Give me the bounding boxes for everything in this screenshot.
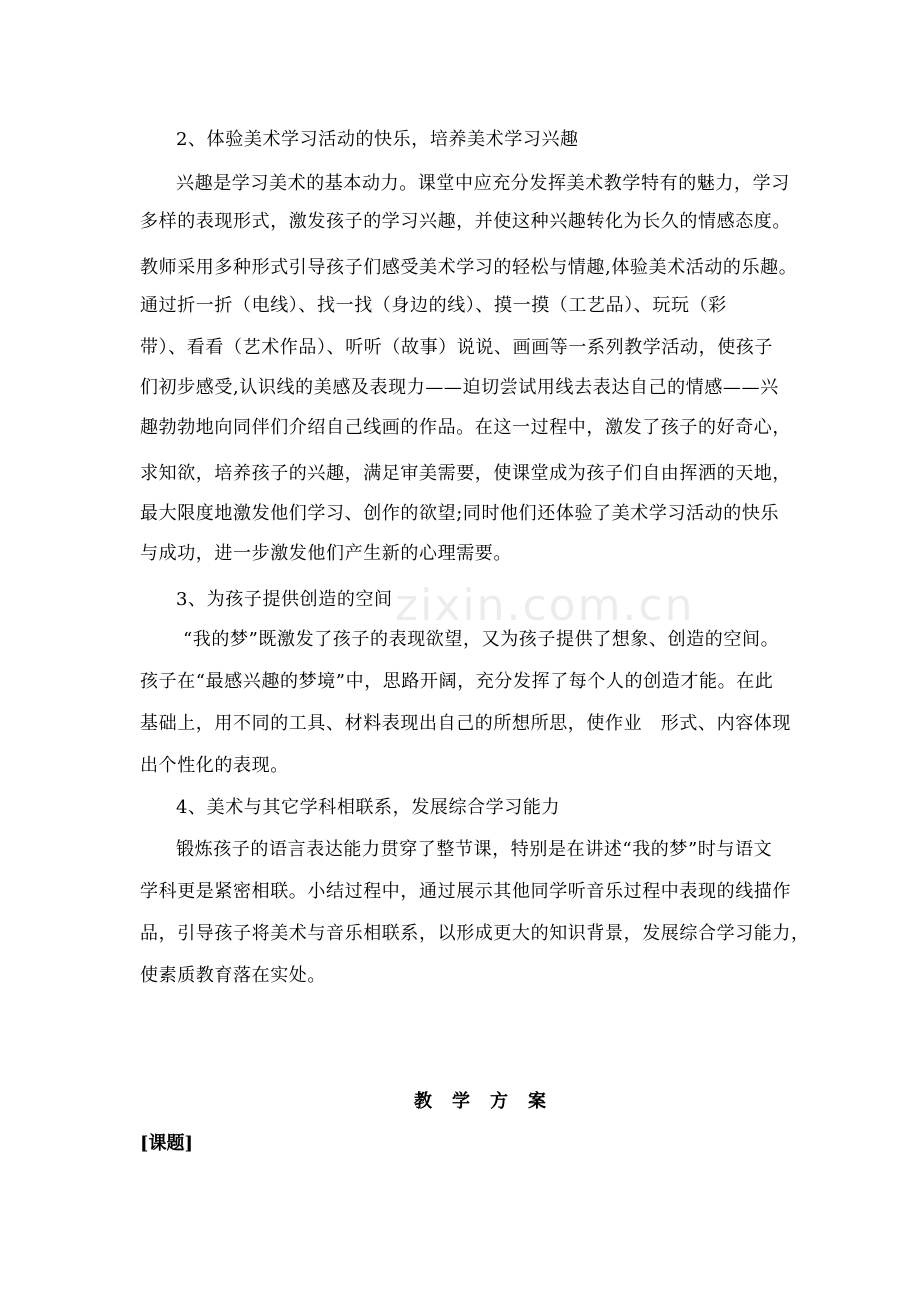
paragraph-line: “我的梦”既激发了孩子的表现欲望，又为孩子提供了想象、创造的空间。 <box>183 629 780 650</box>
paragraph-line: 兴趣是学习美术的基本动力。课堂中应充分发挥美术教学特有的魅力，学习 <box>176 173 790 194</box>
subject-label: [课题] <box>140 1133 194 1154</box>
paragraph-line: 基础上，用不同的工具、材料表现出自己的所想所思，使作业 形式、内容体现 <box>140 713 791 734</box>
paragraph-line: 最大限度地激发他们学习、创作的欲望;同时他们还体验了美术学习活动的快乐 <box>140 503 780 524</box>
section-title: 教学方案 <box>414 1091 566 1112</box>
paragraph-line: 孩子在“最感兴趣的梦境”中，思路开阔，充分发挥了每个人的创造才能。在此 <box>140 671 774 692</box>
paragraph-line: 求知欲，培养孩子的兴趣，满足审美需要，使课堂成为孩子们自由挥洒的天地， <box>140 463 791 484</box>
paragraph-line: 品，引导孩子将美术与音乐相联系，以形成更大的知识背景，发展综合学习能力， <box>140 923 810 944</box>
paragraph-line: 带）、看看（艺术作品）、听听（故事）说说、画画等一系列教学活动，使孩子 <box>140 337 773 358</box>
watermark: zixin.com.cn <box>395 580 695 631</box>
paragraph-line: 教师采用多种形式引导孩子们感受美术学习的轻松与情趣,体验美术活动的乐趣。 <box>140 257 798 278</box>
paragraph-line: 锻炼孩子的语言表达能力贯穿了整节课，特别是在讲述“我的梦”时与语文 <box>176 839 773 860</box>
paragraph-line: 学科更是紧密相联。小结过程中，通过展示其他同学听音乐过程中表现的线描作 <box>140 881 791 902</box>
paragraph-line: 出个性化的表现。 <box>140 755 289 776</box>
heading-4: 4、美术与其它学科相联系，发展综合学习能力 <box>176 797 561 818</box>
paragraph-line: 通过折一折（电线）、找一找（身边的线）、摸一摸（工艺品）、玩玩（彩 <box>140 295 727 316</box>
heading-3: 3、为孩子提供创造的空间 <box>176 589 393 610</box>
heading-2: 2、体验美术学习活动的快乐，培养美术学习兴趣 <box>176 129 579 150</box>
paragraph-line: 与成功，进一步激发他们产生新的心理需要。 <box>140 543 512 564</box>
paragraph-line: 趣勃勃地向同伴们介绍自己线画的作品。在这一过程中，激发了孩子的好奇心， <box>140 417 791 438</box>
paragraph-line: 使素质教育落在实处。 <box>140 965 326 986</box>
paragraph-line: 多样的表现形式，激发孩子的学习兴趣，并使这种兴趣转化为长久的情感态度。 <box>140 211 791 232</box>
paragraph-line: 们初步感受,认识线的美感及表现力——迫切尝试用线去表达自己的情感——兴 <box>140 377 779 398</box>
